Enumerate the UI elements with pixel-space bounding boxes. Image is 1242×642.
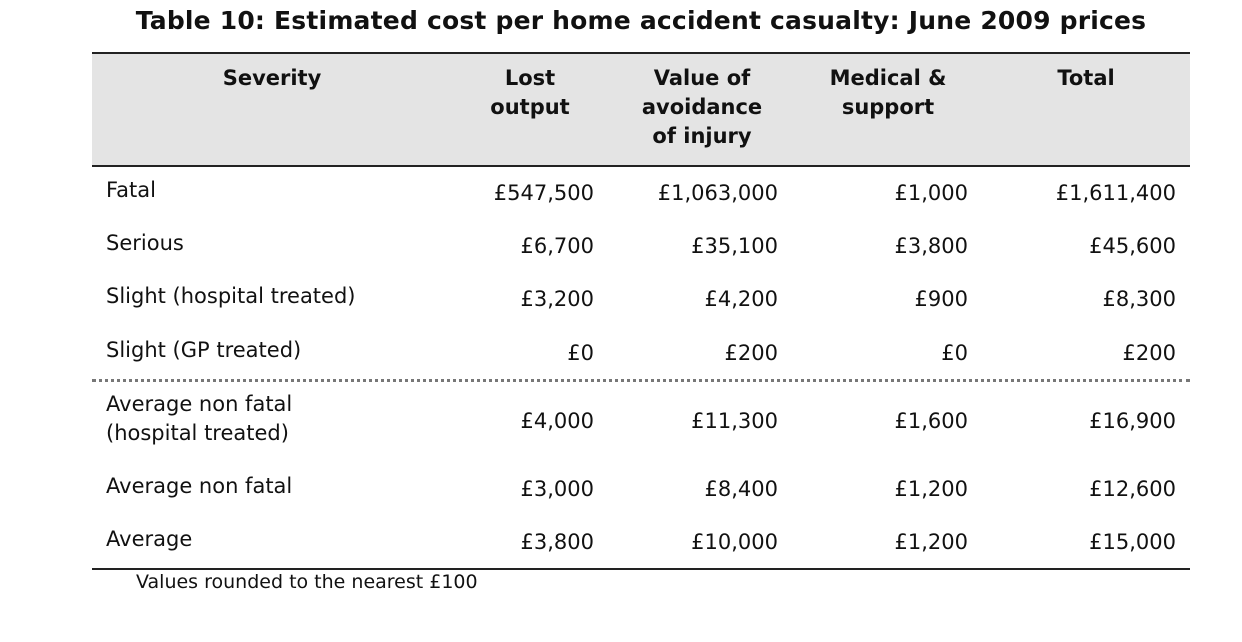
cell-medical: £1,200 [894, 530, 968, 554]
cell-medical: £1,600 [894, 409, 968, 433]
cell-avoidance: £8,400 [704, 477, 778, 501]
header-value-of-avoidance: Value of avoidance of injury [641, 66, 763, 148]
cell-avoidance: £200 [724, 341, 778, 365]
table-row [92, 282, 1190, 322]
row-label: Average non fatal [106, 474, 293, 498]
header-rule [92, 165, 1190, 167]
row-label: Serious [106, 231, 184, 255]
table-row [92, 525, 1190, 565]
header-medical-support: Medical & support [829, 66, 947, 119]
cell-total: £45,600 [1089, 234, 1176, 258]
row-label: Average non fatal (hospital treated) [106, 392, 293, 445]
table-header [92, 54, 1190, 165]
cell-lost-output: £3,000 [520, 477, 594, 501]
cell-lost-output: £3,800 [520, 530, 594, 554]
cell-avoidance: £1,063,000 [657, 181, 778, 205]
cell-lost-output: £6,700 [520, 234, 594, 258]
table-row [92, 390, 1190, 450]
cell-lost-output: £3,200 [520, 287, 594, 311]
cell-medical: £0 [941, 341, 968, 365]
cell-avoidance: £35,100 [691, 234, 778, 258]
cell-medical: £1,000 [894, 181, 968, 205]
header-severity: Severity [222, 66, 322, 90]
table-row [92, 229, 1190, 269]
cell-medical: £3,800 [894, 234, 968, 258]
row-label: Slight (hospital treated) [106, 284, 356, 308]
cell-total: £1,611,400 [1055, 181, 1176, 205]
table-row [92, 176, 1190, 216]
dotted-separator [92, 379, 1190, 382]
header-total: Total [1057, 66, 1115, 90]
table-row [92, 472, 1190, 512]
cell-total: £8,300 [1102, 287, 1176, 311]
footnote: Values rounded to the nearest £100 [136, 571, 478, 593]
cell-avoidance: £10,000 [691, 530, 778, 554]
row-label: Slight (GP treated) [106, 338, 302, 362]
row-label: Average [106, 527, 193, 551]
cell-total: £16,900 [1089, 409, 1176, 433]
table-row [92, 336, 1190, 376]
header-lost-output: Lost output [490, 66, 570, 119]
bottom-rule [92, 568, 1190, 570]
cell-medical: £900 [914, 287, 968, 311]
table-title: Table 10: Estimated cost per home accident casualty: June 2009 prices [135, 6, 1147, 35]
cell-medical: £1,200 [894, 477, 968, 501]
cell-total: £15,000 [1089, 530, 1176, 554]
row-label: Fatal [106, 178, 156, 202]
cell-avoidance: £11,300 [691, 409, 778, 433]
cell-lost-output: £0 [567, 341, 594, 365]
cell-avoidance: £4,200 [704, 287, 778, 311]
cell-total: £200 [1122, 341, 1176, 365]
cell-total: £12,600 [1089, 477, 1176, 501]
cell-lost-output: £547,500 [493, 181, 594, 205]
cell-lost-output: £4,000 [520, 409, 594, 433]
